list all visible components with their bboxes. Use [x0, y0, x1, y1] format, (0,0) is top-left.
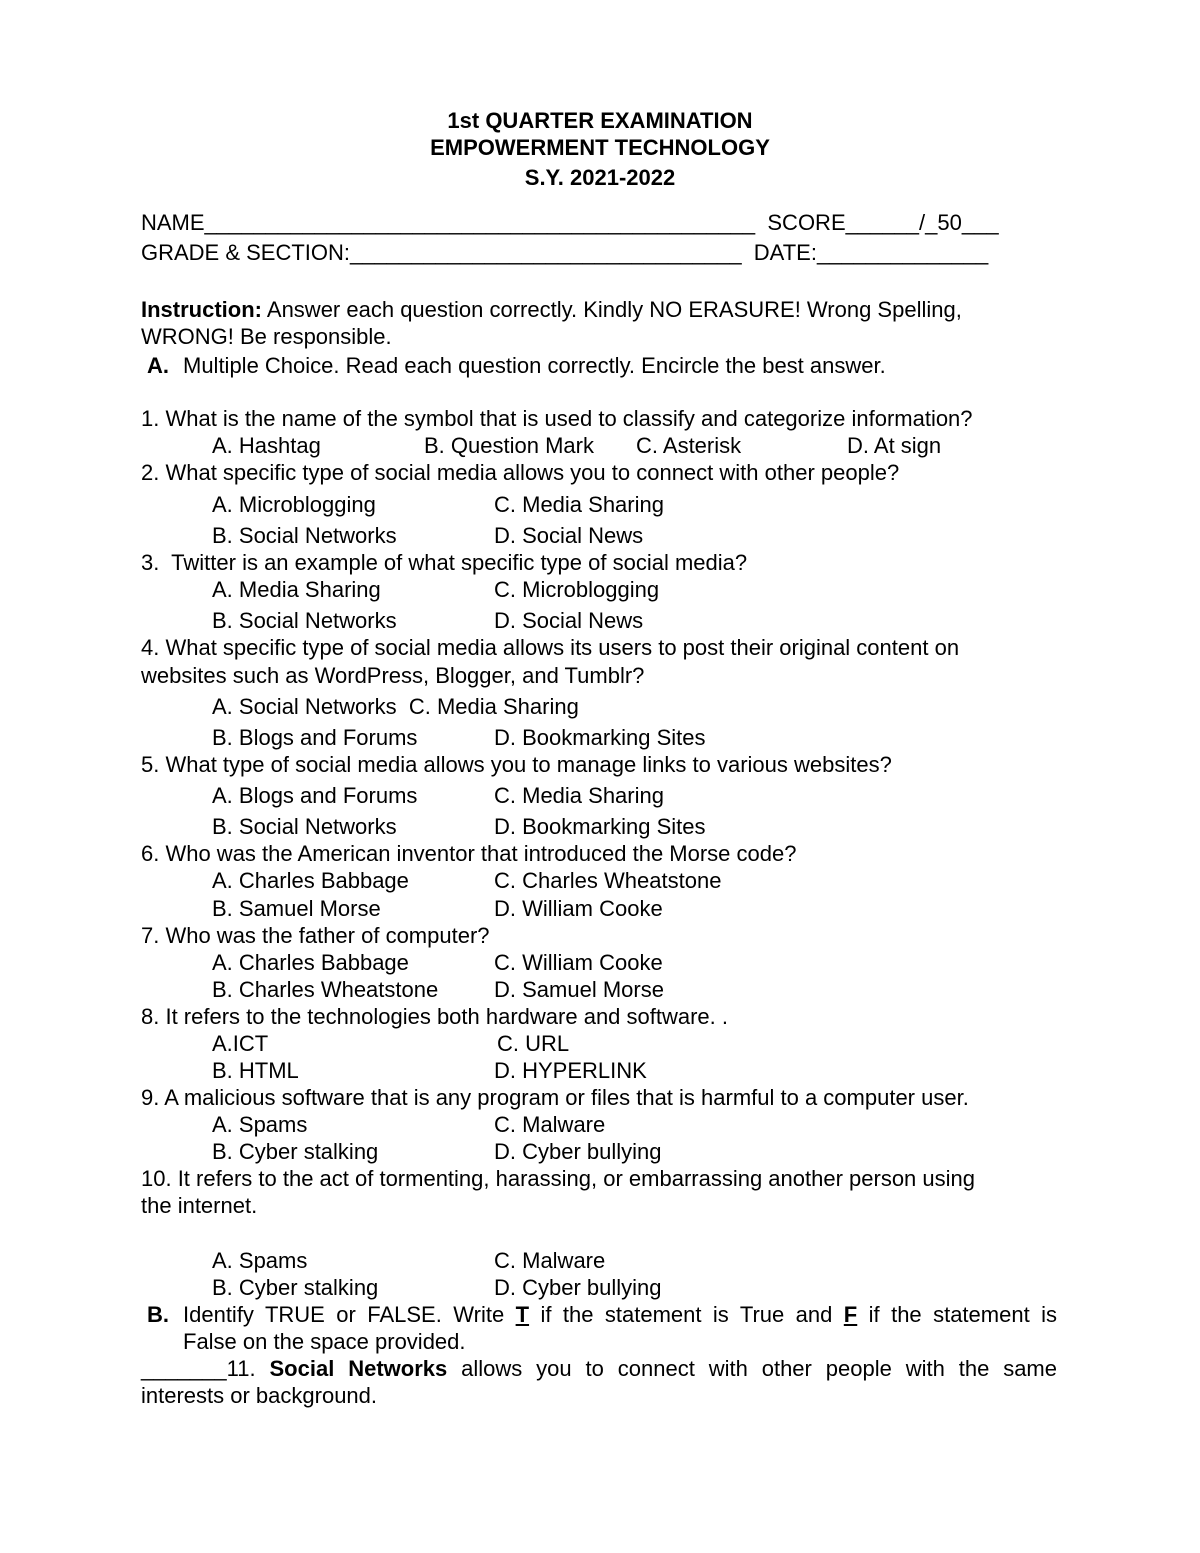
instruction-label: Instruction:: [141, 297, 262, 322]
question-9: 9. A malicious software that is any program or files that is harmful to a computer user.: [141, 1085, 969, 1110]
q5-option-c: C. Media Sharing: [494, 783, 664, 808]
answer-blank: _______11.: [141, 1356, 270, 1381]
part-a-directions: Multiple Choice. Read each question correctly. Encircle the best answer.: [183, 353, 886, 378]
q5-option-d: D. Bookmarking Sites: [494, 814, 706, 839]
q9-option-d: D. Cyber bullying: [494, 1139, 662, 1164]
q1-option-b: B. Question Mark: [424, 433, 594, 458]
question-1: 1. What is the name of the symbol that is used to classify and categorize information?: [141, 406, 973, 431]
q8-option-a: A.ICT: [212, 1031, 269, 1056]
question-3: 3. Twitter is an example of what specific type of social media?: [141, 550, 748, 575]
q6-option-b: B. Samuel Morse: [212, 896, 381, 921]
q10-option-a: A. Spams: [212, 1248, 308, 1273]
q11-text: allows you to connect with other people with the same: [447, 1356, 1057, 1381]
instruction-text: Answer each question correctly. Kindly NO ERASURE! Wrong Spelling,: [262, 297, 962, 322]
q2-option-b: B. Social Networks: [212, 523, 397, 548]
part-b-text-1: Identify TRUE or FALSE. Write: [183, 1302, 516, 1327]
exam-title: 1st QUARTER EXAMINATION: [447, 108, 753, 133]
school-year: S.Y. 2021-2022: [524, 165, 676, 190]
q1-option-a: A. Hashtag: [212, 433, 321, 458]
q9-option-a: A. Spams: [212, 1112, 308, 1137]
question-5: 5. What type of social media allows you to manage links to various websites?: [141, 752, 892, 777]
q10-option-c: C. Malware: [494, 1248, 606, 1273]
q9-option-b: B. Cyber stalking: [212, 1139, 379, 1164]
q3-option-c: C. Microblogging: [494, 577, 660, 602]
q9-option-c: C. Malware: [494, 1112, 606, 1137]
question-8: 8. It refers to the technologies both hardware and software. .: [141, 1004, 729, 1029]
question-7: 7. Who was the father of computer?: [141, 923, 490, 948]
question-10-line-1: 10. It refers to the act of tormenting, harassing, or embarrassing another person using: [141, 1166, 976, 1191]
q7-option-c: C. William Cooke: [494, 950, 663, 975]
q7-option-b: B. Charles Wheatstone: [212, 977, 439, 1002]
q7-option-a: A. Charles Babbage: [212, 950, 409, 975]
q2-option-a: A. Microblogging: [212, 492, 376, 517]
question-6: 6. Who was the American inventor that introduced the Morse code?: [141, 841, 797, 866]
instruction-line-2: WRONG! Be responsible.: [141, 324, 392, 349]
q3-option-d: D. Social News: [494, 608, 644, 633]
true-letter: T: [515, 1302, 530, 1327]
q5-option-a: A. Blogs and Forums: [212, 783, 418, 808]
instruction-line-1: [141, 299, 962, 321]
q3-option-a: A. Media Sharing: [212, 577, 381, 602]
q7-option-d: D. Samuel Morse: [494, 977, 664, 1002]
q2-option-c: C. Media Sharing: [494, 492, 664, 517]
q10-option-d: D. Cyber bullying: [494, 1275, 662, 1300]
q6-option-c: C. Charles Wheatstone: [494, 868, 722, 893]
part-b-text-3: if the statement is: [857, 1302, 1057, 1327]
question-4-line-2: websites such as WordPress, Blogger, and Tumblr?: [141, 663, 645, 688]
q4-option-a-c: A. Social Networks C. Media Sharing: [212, 694, 579, 719]
q4-option-b: B. Blogs and Forums: [212, 725, 418, 750]
part-b-directions-line-2: False on the space provided.: [183, 1329, 466, 1354]
q8-option-c: C. URL: [497, 1031, 570, 1056]
grade-date-line: GRADE & SECTION:________________________________ DATE:______________: [141, 240, 989, 265]
q10-option-b: B. Cyber stalking: [212, 1275, 379, 1300]
q6-option-a: A. Charles Babbage: [212, 868, 409, 893]
q6-option-d: D. William Cooke: [494, 896, 663, 921]
question-10-line-2: the internet.: [141, 1193, 258, 1218]
question-4-line-1: 4. What specific type of social media allows its users to post their original content on: [141, 635, 960, 660]
question-11-line-2: interests or background.: [141, 1383, 378, 1408]
part-b-directions: [183, 1304, 1057, 1326]
part-b-letter: B.: [147, 1302, 169, 1327]
q8-option-d: D. HYPERLINK: [494, 1058, 647, 1083]
q3-option-b: B. Social Networks: [212, 608, 397, 633]
q11-term: Social Networks: [269, 1356, 448, 1381]
q1-option-c: C. Asterisk: [636, 433, 742, 458]
q2-option-d: D. Social News: [494, 523, 644, 548]
false-letter: F: [843, 1302, 858, 1327]
question-2: 2. What specific type of social media allows you to connect with other people?: [141, 460, 900, 485]
question-11: [141, 1358, 1057, 1380]
subject-title: EMPOWERMENT TECHNOLOGY: [430, 135, 770, 160]
name-score-line: NAME_____________________________________________ SCORE______/_50___: [141, 210, 999, 235]
part-a-letter: A.: [147, 353, 169, 378]
q1-option-d: D. At sign: [847, 433, 942, 458]
part-b-text-2: if the statement is True and: [529, 1302, 844, 1327]
q8-option-b: B. HTML: [212, 1058, 299, 1083]
q4-option-d: D. Bookmarking Sites: [494, 725, 706, 750]
q5-option-b: B. Social Networks: [212, 814, 397, 839]
